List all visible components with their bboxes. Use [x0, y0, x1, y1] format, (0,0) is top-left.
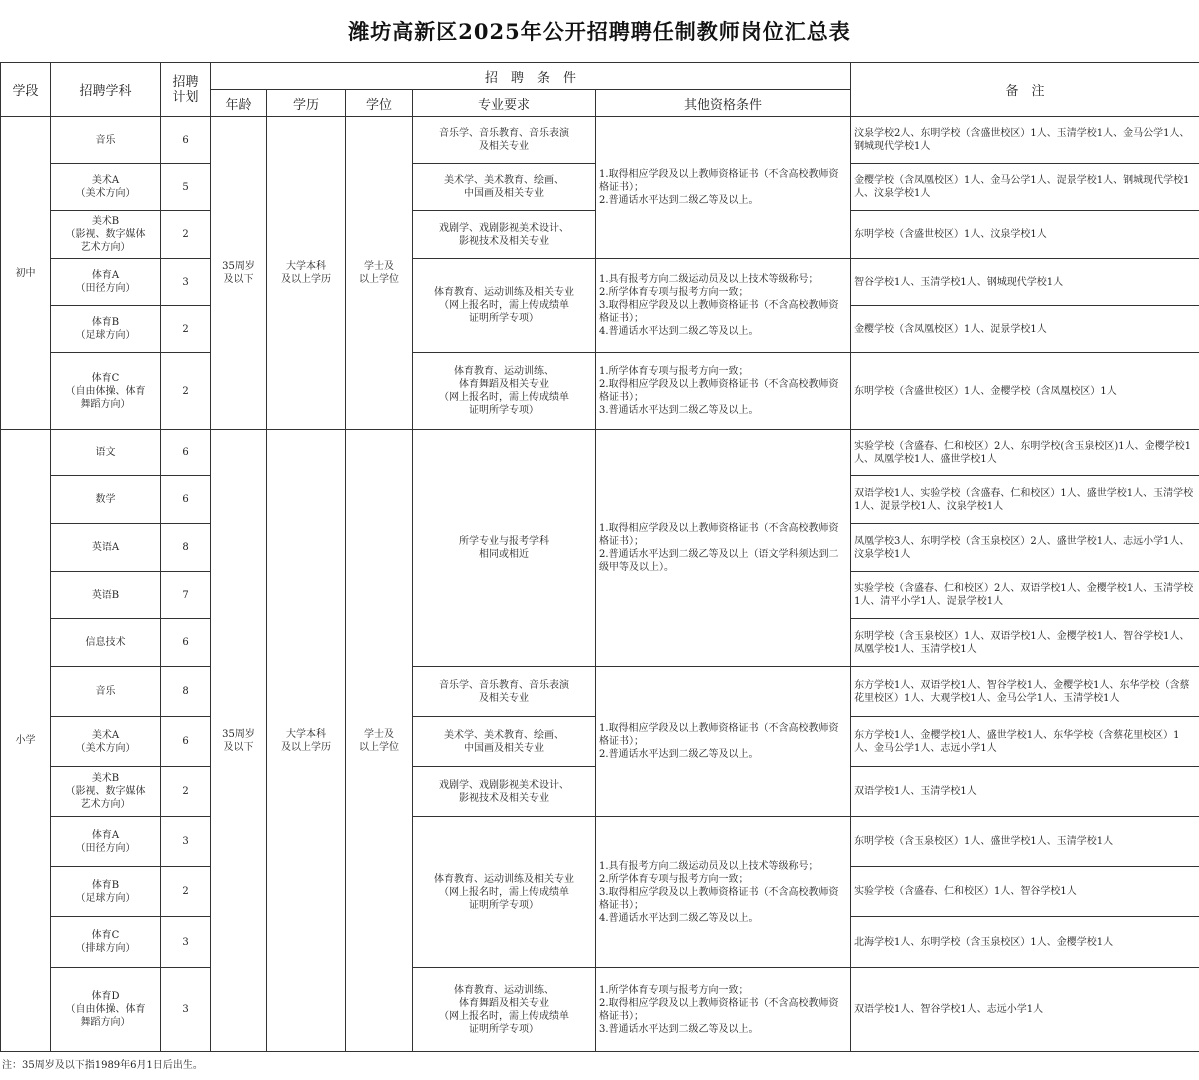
other-cell: 1.具有报考方向二级运动员及以上技术等级称号； 2.所学体育专项与报考方向一致； 3.取得相应学段及以上教师资格证书（不含高校教师资格证书）； 4.普通话水平达到二级乙等及以上。 [596, 817, 851, 968]
header-conditions: 招 聘 条 件 [211, 63, 851, 90]
remark-cell: 实验学校（含盛春、仁和校区）2人、双语学校1人、金樱学校1人、玉清学校1人、清平小学1人、浞景学校1人 [851, 572, 1199, 619]
plan-cell: 2 [161, 867, 211, 917]
remark-cell: 金樱学校（含凤凰校区）1人、金马公学1人、浞景学校1人、钢城现代学校1人、汶泉学校1人 [851, 164, 1199, 211]
subject-cell: 语文 [51, 430, 161, 476]
header-degree: 学位 [346, 90, 413, 117]
table-row [1, 817, 1199, 867]
age-cell: 35周岁 及以下 [211, 430, 267, 1052]
table-row [1, 117, 1199, 164]
header-remark: 备 注 [851, 63, 1199, 117]
plan-cell: 3 [161, 817, 211, 867]
remark-cell: 实验学校（含盛春、仁和校区）2人、东明学校(含玉泉校区)1人、金樱学校1人、凤凰学校1人、盛世学校1人 [851, 430, 1199, 476]
major-cell: 体育教育、运动训练及相关专业 （网上报名时，需上传成绩单 证明所学专项） [413, 817, 596, 968]
other-cell: 1.所学体育专项与报考方向一致； 2.取得相应学段及以上教师资格证书（不含高校教师资格证书）； 3.普通话水平达到二级乙等及以上。 [596, 968, 851, 1052]
subject-cell: 体育B （足球方向） [51, 867, 161, 917]
plan-cell: 2 [161, 306, 211, 353]
subject-cell: 英语A [51, 524, 161, 572]
plan-cell: 6 [161, 117, 211, 164]
subject-cell: 体育A （田径方向） [51, 817, 161, 867]
subject-cell: 美术B （影视、数字媒体 艺术方向） [51, 767, 161, 817]
plan-cell: 3 [161, 917, 211, 968]
subject-cell: 美术A （美术方向） [51, 164, 161, 211]
plan-cell: 3 [161, 259, 211, 306]
degree-cell: 学士及 以上学位 [346, 117, 413, 430]
plan-cell: 8 [161, 524, 211, 572]
header-plan: 招聘 计划 [161, 63, 211, 117]
edu-cell: 大学本科 及以上学历 [267, 117, 346, 430]
subject-cell: 音乐 [51, 667, 161, 717]
table-row [1, 259, 1199, 306]
subject-cell: 体育D （自由体操、体育 舞蹈方向） [51, 968, 161, 1052]
plan-cell: 2 [161, 211, 211, 259]
other-cell: 1.具有报考方向二级运动员及以上技术等级称号； 2.所学体育专项与报考方向一致； 3.取得相应学段及以上教师资格证书（不含高校教师资格证书）； 4.普通话水平达到二级乙等及以上。 [596, 259, 851, 353]
header-major: 专业要求 [413, 90, 596, 117]
table-row [1, 353, 1199, 430]
edu-cell: 大学本科 及以上学历 [267, 430, 346, 1052]
major-cell: 所学专业与报考学科 相同或相近 [413, 430, 596, 667]
header-subject: 招聘学科 [51, 63, 161, 117]
recruitment-table [0, 62, 1199, 1052]
remark-cell: 金樱学校（含凤凰校区）1人、浞景学校1人 [851, 306, 1199, 353]
header-edu: 学历 [267, 90, 346, 117]
table-row [1, 667, 1199, 717]
table-row [1, 430, 1199, 476]
other-cell: 1.所学体育专项与报考方向一致； 2.取得相应学段及以上教师资格证书（不含高校教师资格证书）； 3.普通话水平达到二级乙等及以上。 [596, 353, 851, 430]
subject-cell: 音乐 [51, 117, 161, 164]
remark-cell: 东明学校（含盛世校区）1人、金樱学校（含凤凰校区）1人 [851, 353, 1199, 430]
remark-cell: 双语学校1人、玉清学校1人 [851, 767, 1199, 817]
subject-cell: 美术A （美术方向） [51, 717, 161, 767]
stage-cell: 初中 [1, 117, 51, 430]
remark-cell: 东明学校（含玉泉校区）1人、盛世学校1人、玉清学校1人 [851, 817, 1199, 867]
subject-cell: 体育C （排球方向） [51, 917, 161, 968]
other-cell: 1.取得相应学段及以上教师资格证书（不含高校教师资格证书）； 2.普通话水平达到二级乙等及以上（语文学科须达到二级甲等及以上）。 [596, 430, 851, 667]
major-cell: 音乐学、音乐教育、音乐表演 及相关专业 [413, 117, 596, 164]
other-cell: 1.取得相应学段及以上教师资格证书（不含高校教师资格证书）； 2.普通话水平达到二级乙等及以上。 [596, 117, 851, 259]
age-cell: 35周岁 及以下 [211, 117, 267, 430]
remark-cell: 智谷学校1人、玉清学校1人、钢城现代学校1人 [851, 259, 1199, 306]
remark-cell: 双语学校1人、智谷学校1人、志远小学1人 [851, 968, 1199, 1052]
major-cell: 戏剧学、戏剧影视美术设计、 影视技术及相关专业 [413, 211, 596, 259]
plan-cell: 3 [161, 968, 211, 1052]
major-cell: 戏剧学、戏剧影视美术设计、 影视技术及相关专业 [413, 767, 596, 817]
header-other: 其他资格条件 [596, 90, 851, 117]
subject-cell: 数学 [51, 476, 161, 524]
plan-cell: 6 [161, 476, 211, 524]
table-row [1, 968, 1199, 1052]
major-cell: 美术学、美术教育、绘画、 中国画及相关专业 [413, 164, 596, 211]
stage-cell: 小学 [1, 430, 51, 1052]
remark-cell: 北海学校1人、东明学校（含玉泉校区）1人、金樱学校1人 [851, 917, 1199, 968]
plan-cell: 6 [161, 619, 211, 667]
major-cell: 体育教育、运动训练、 体育舞蹈及相关专业 （网上报名时，需上传成绩单 证明所学专项） [413, 968, 596, 1052]
plan-cell: 6 [161, 717, 211, 767]
subject-cell: 体育C （自由体操、体育 舞蹈方向） [51, 353, 161, 430]
remark-cell: 东明学校（含盛世校区）1人、汶泉学校1人 [851, 211, 1199, 259]
subject-cell: 体育B （足球方向） [51, 306, 161, 353]
major-cell: 音乐学、音乐教育、音乐表演 及相关专业 [413, 667, 596, 717]
plan-cell: 8 [161, 667, 211, 717]
plan-cell: 2 [161, 353, 211, 430]
remark-cell: 凤凰学校3人、东明学校（含玉泉校区）2人、盛世学校1人、志远小学1人、汶泉学校1人 [851, 524, 1199, 572]
major-cell: 体育教育、运动训练及相关专业 （网上报名时，需上传成绩单 证明所学专项） [413, 259, 596, 353]
other-cell: 1.取得相应学段及以上教师资格证书（不含高校教师资格证书）； 2.普通话水平达到二级乙等及以上。 [596, 667, 851, 817]
plan-cell: 5 [161, 164, 211, 211]
plan-cell: 2 [161, 767, 211, 817]
subject-cell: 体育A （田径方向） [51, 259, 161, 306]
remark-cell: 东明学校（含玉泉校区）1人、双语学校1人、金樱学校1人、智谷学校1人、凤凰学校1人、玉清学校1人 [851, 619, 1199, 667]
plan-cell: 7 [161, 572, 211, 619]
subject-cell: 信息技术 [51, 619, 161, 667]
remark-cell: 双语学校1人、实验学校（含盛春、仁和校区）1人、盛世学校1人、玉清学校1人、浞景学校1人、汶泉学校1人 [851, 476, 1199, 524]
remark-cell: 东方学校1人、金樱学校1人、盛世学校1人、东华学校（含蔡花里校区）1人、金马公学1人、志远小学1人 [851, 717, 1199, 767]
degree-cell: 学士及 以上学位 [346, 430, 413, 1052]
major-cell: 体育教育、运动训练、 体育舞蹈及相关专业 （网上报名时，需上传成绩单 证明所学专项） [413, 353, 596, 430]
header-age: 年龄 [211, 90, 267, 117]
subject-cell: 英语B [51, 572, 161, 619]
plan-cell: 6 [161, 430, 211, 476]
remark-cell: 汶泉学校2人、东明学校（含盛世校区）1人、玉清学校1人、金马公学1人、钢城现代学校1人 [851, 117, 1199, 164]
footnote: 注：35周岁及以下指1989年6月1日后出生。 [2, 1060, 203, 1071]
header-stage: 学段 [1, 63, 51, 117]
page-title: 潍坊高新区2025年公开招聘聘任制教师岗位汇总表 [348, 19, 851, 44]
major-cell: 美术学、美术教育、绘画、 中国画及相关专业 [413, 717, 596, 767]
remark-cell: 实验学校（含盛春、仁和校区）1人、智谷学校1人 [851, 867, 1199, 917]
remark-cell: 东方学校1人、双语学校1人、智谷学校1人、金樱学校1人、东华学校（含蔡花里校区）1人、大观学校1人、金马公学1人、玉清学校1人 [851, 667, 1199, 717]
subject-cell: 美术B （影视、数字媒体 艺术方向） [51, 211, 161, 259]
